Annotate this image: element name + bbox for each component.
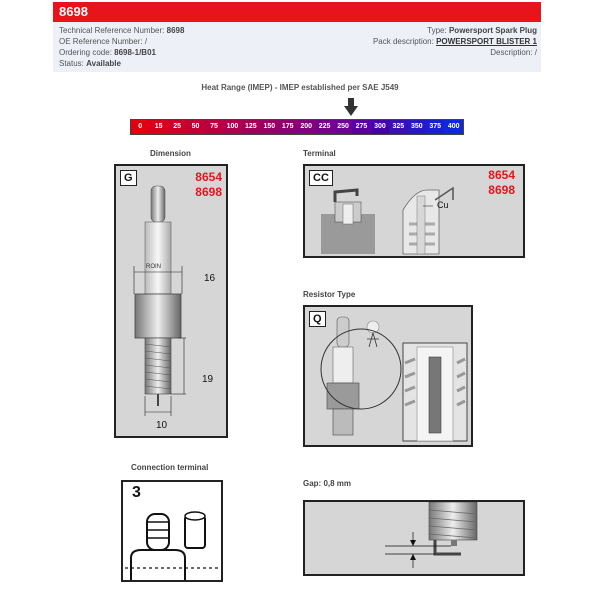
connection-panel — [121, 480, 223, 582]
heat-range-cell-50: 50 — [186, 120, 204, 134]
terminal-electrode-drawing — [305, 166, 523, 256]
heat-range-cell-125: 125 — [242, 120, 260, 134]
terminal-panel — [303, 164, 525, 258]
resistor-panel — [303, 305, 473, 447]
heat-range-scale — [130, 119, 464, 135]
dimension-label: Dimension — [150, 149, 191, 158]
heat-range-cell-300: 300 — [371, 120, 389, 134]
heat-range-cell-325: 325 — [389, 120, 407, 134]
heat-range-cell-75: 75 — [205, 120, 223, 134]
tech-ref-row: Technical Reference Number: 8698 — [59, 26, 185, 35]
heat-range-cell-100: 100 — [223, 120, 241, 134]
gap-panel — [303, 500, 525, 576]
heat-range-cell-0: 0 — [131, 120, 149, 134]
dimension-refs: 8654 8698 — [195, 170, 222, 199]
oe-ref-row: OE Reference Number: / — [59, 37, 148, 46]
terminal-refs: 8654 8698 — [488, 168, 515, 197]
connection-terminal-drawing — [123, 482, 221, 580]
heat-range-cell-375: 375 — [426, 120, 444, 134]
copper-core-label: Cu — [437, 200, 449, 210]
description-row: Description: / — [490, 48, 537, 57]
gap-label: Gap: 0,8 mm — [303, 479, 352, 488]
heat-range-cell-225: 225 — [315, 120, 333, 134]
dim-thread-diameter: 10 — [156, 420, 168, 431]
type-row: Type: Powersport Spark Plug — [427, 26, 537, 35]
spark-plug-dimension-drawing — [116, 166, 226, 436]
heat-range-cell-15: 15 — [149, 120, 167, 134]
resistor-cutaway-drawing — [305, 307, 471, 445]
dimension-panel: G 8654 8698 ROIN 16 19 10 — [114, 164, 228, 438]
connection-badge: 3 — [132, 484, 141, 501]
page-title: 8698 — [53, 2, 541, 22]
pack-row: Pack description: POWERSPORT BLISTER 1 — [372, 37, 537, 46]
heat-range-cell-200: 200 — [297, 120, 315, 134]
heat-range-cell-175: 175 — [279, 120, 297, 134]
info-panel — [53, 22, 541, 72]
dim-hex-size: 16 — [204, 273, 216, 284]
dimension-badge: G — [120, 170, 137, 186]
status-row: Status: Available — [59, 59, 121, 68]
heat-range-title: Heat Range (IMEP) - IMEP established per SAE J549 — [201, 83, 399, 92]
resistor-badge: Q — [309, 311, 326, 327]
heat-range-cell-150: 150 — [260, 120, 278, 134]
resistor-type-label: Resistor Type — [303, 290, 356, 299]
electrode-gap-drawing — [305, 502, 523, 574]
heat-range-cell-275: 275 — [352, 120, 370, 134]
connection-terminal-label: Connection terminal — [131, 463, 209, 472]
heat-range-cell-250: 250 — [334, 120, 352, 134]
heat-range-cell-25: 25 — [168, 120, 186, 134]
heat-range-marker-icon — [344, 98, 358, 116]
pack-description-link[interactable]: POWERSPORT BLISTER 1 — [436, 37, 537, 46]
terminal-label: Terminal — [303, 149, 336, 158]
heat-range-cell-400: 400 — [444, 120, 462, 134]
heat-range-cell-350: 350 — [408, 120, 426, 134]
terminal-badge: CC — [309, 170, 333, 186]
dim-thread-length: 19 — [202, 374, 214, 385]
ordering-code-row: Ordering code: 8698-1/B01 — [59, 48, 156, 57]
